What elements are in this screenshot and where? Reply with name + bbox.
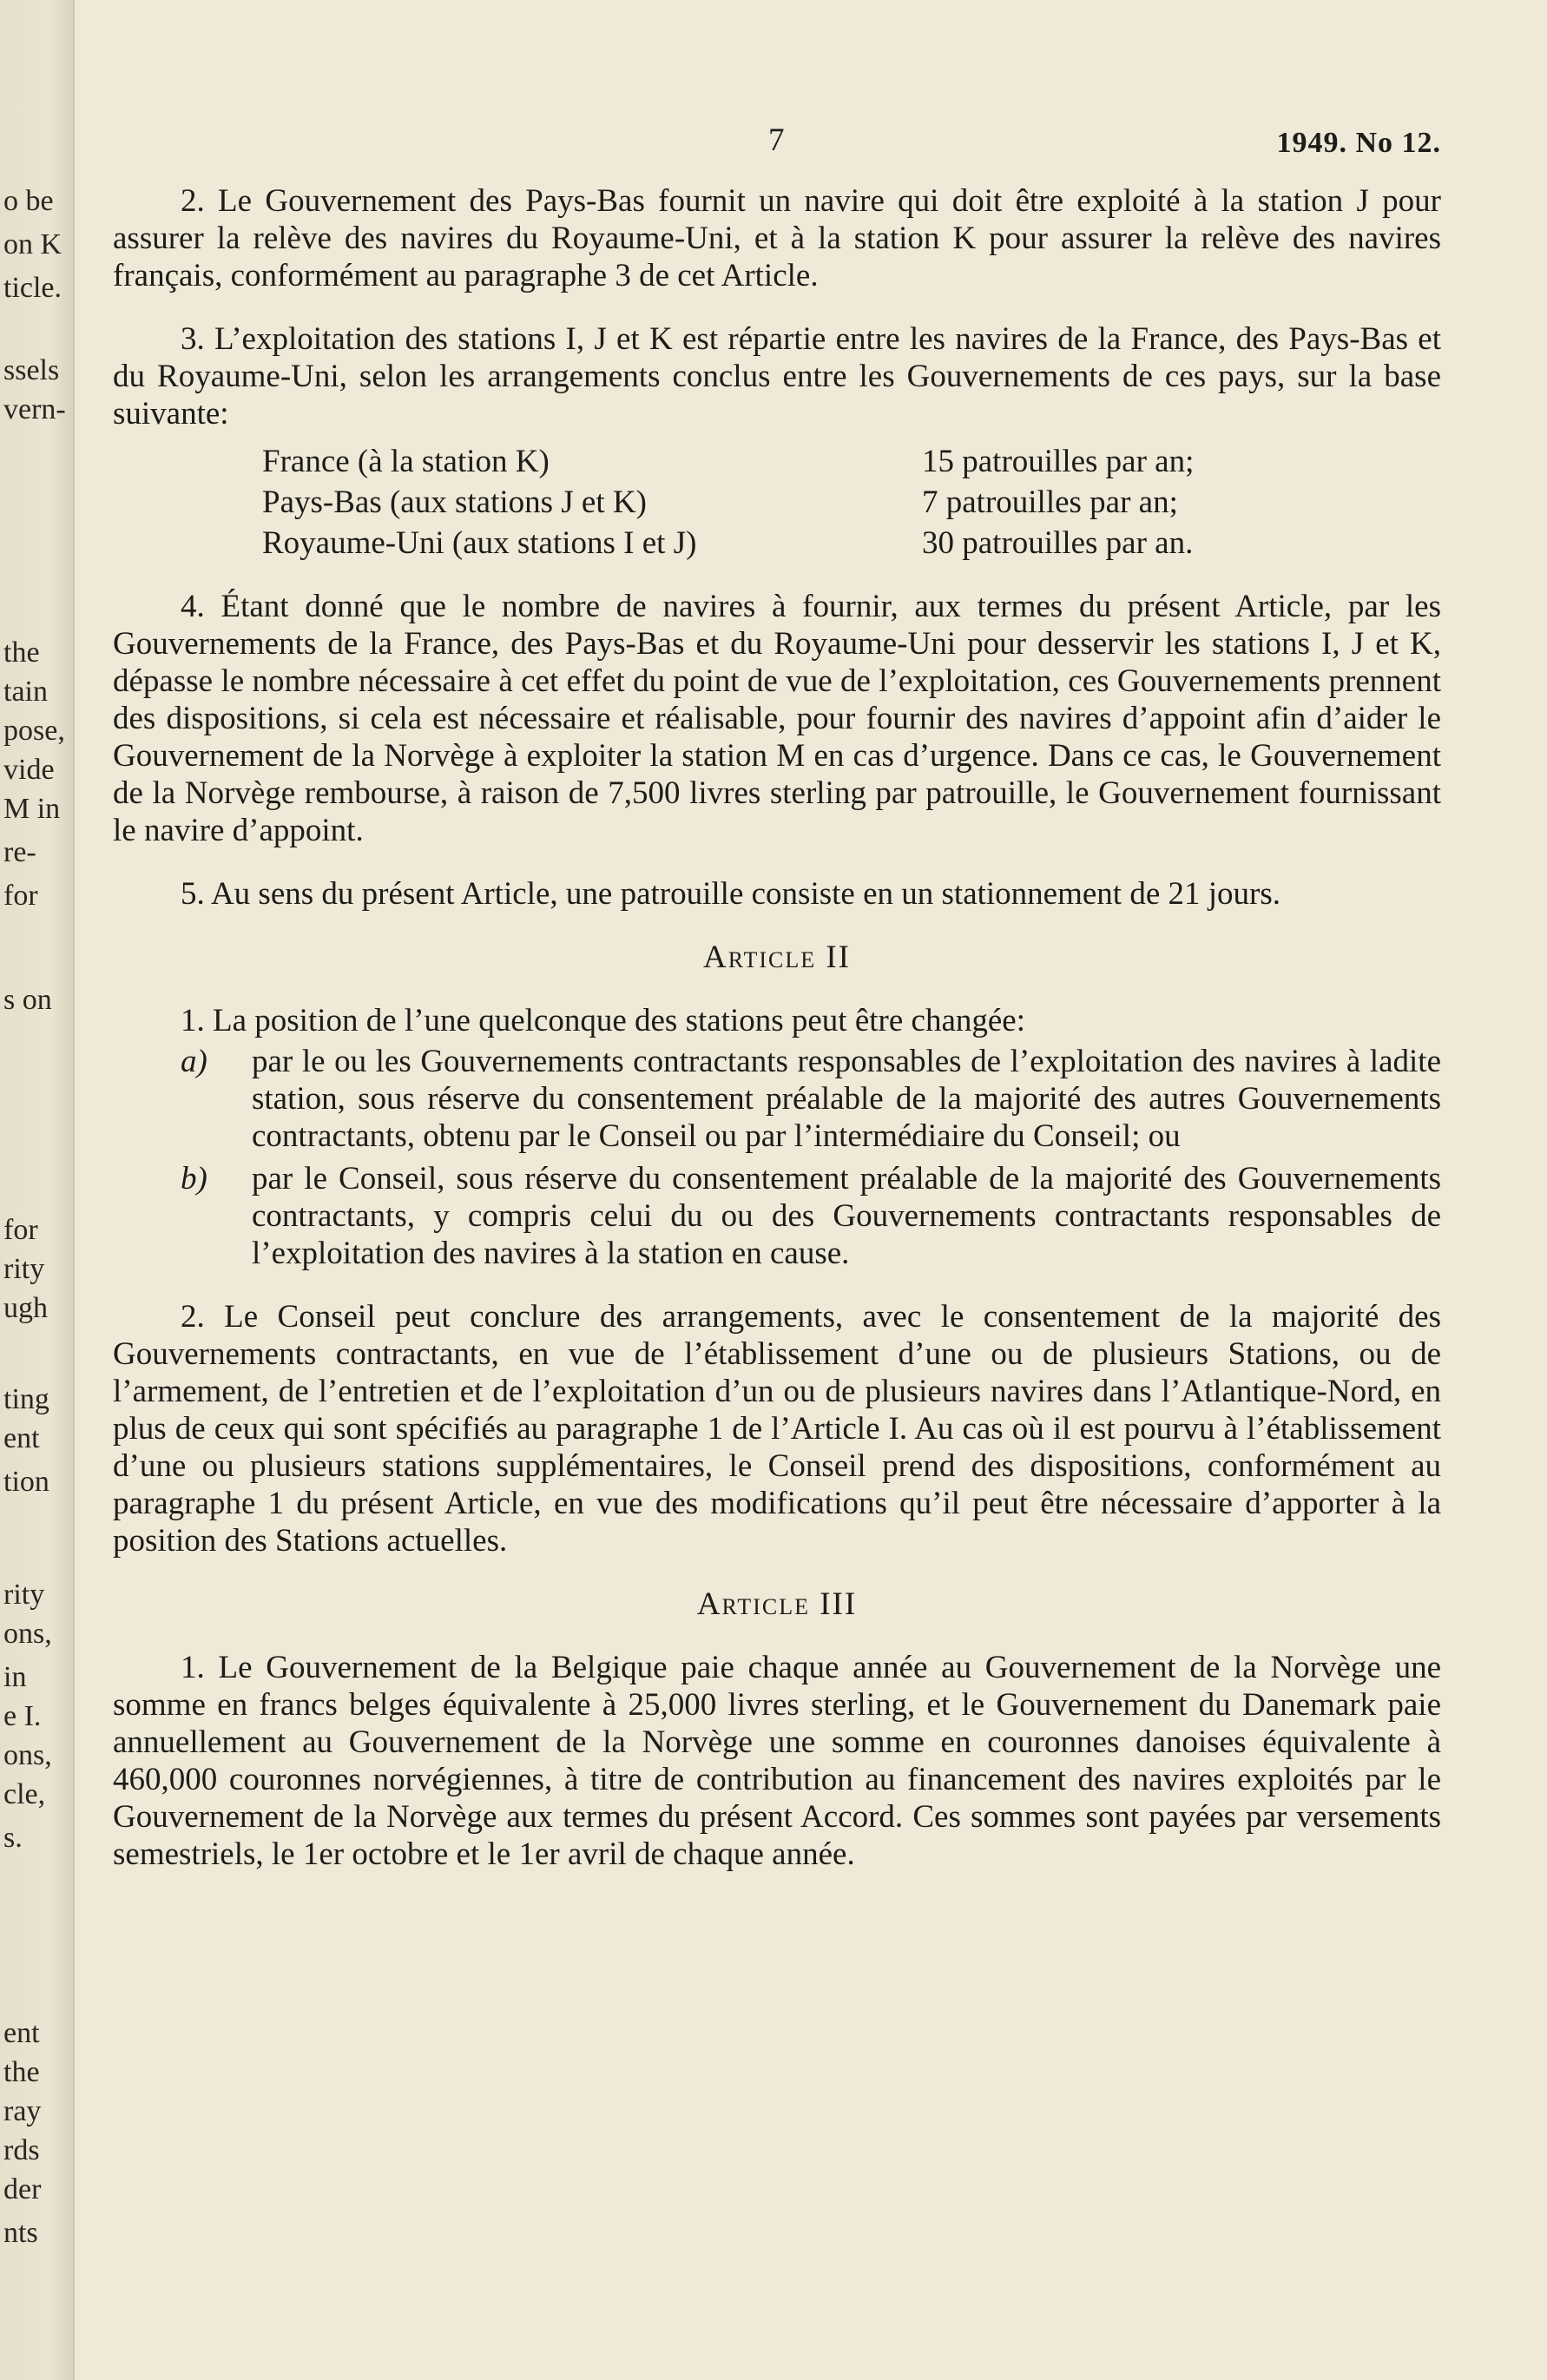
- margin-fragment: ssels: [3, 354, 60, 386]
- margin-fragment: rity: [3, 1579, 45, 1611]
- margin-fragment: rity: [3, 1253, 45, 1285]
- margin-fragment: re-: [3, 836, 36, 868]
- patrol-count: 7 patrouilles par an;: [922, 485, 1178, 520]
- margin-fragment: M in: [3, 793, 61, 825]
- article2-item-b: [181, 1160, 1441, 1272]
- patrol-station: France (à la station K): [262, 444, 550, 479]
- patrol-station: Royaume-Uni (aux stations I et J): [262, 525, 697, 561]
- margin-fragment: o be: [3, 185, 54, 217]
- margin-fragment: s.: [3, 1822, 23, 1854]
- margin-fragment: ray: [3, 2095, 42, 2127]
- margin-fragment: nts: [3, 2217, 38, 2249]
- margin-fragment: in: [3, 1661, 27, 1693]
- patrol-allocation-table: [262, 441, 1441, 564]
- article1-paragraph-2: 2. Le Gouvernement des Pays-Bas fournit un navire qui doit être exploité à la station J pour assurer la relève des navires du Royaume-Uni, et à la station K pour assurer la relève des navires français, conformément au paragraphe 3 de cet Article.: [113, 183, 1441, 293]
- article2-item-a: [181, 1043, 1441, 1155]
- margin-fragment: s on: [3, 984, 52, 1016]
- margin-fragment: vide: [3, 754, 55, 786]
- patrol-count: 15 patrouilles par an;: [922, 444, 1195, 479]
- adjacent-page-edge: [0, 0, 75, 2380]
- patrol-row: [262, 523, 1441, 564]
- patrol-row: [262, 482, 1441, 523]
- margin-fragment: for: [3, 880, 38, 912]
- article2-paragraph-1-lead: 1. La position de l’une quelconque des stations peut être changée:: [181, 1003, 1026, 1038]
- margin-fragment: the: [3, 636, 40, 669]
- item-text: par le Conseil, sous réserve du consentement préalable de la majorité des Gouvernements contractants, y compris celui du ou des Gouvernements contractants responsables de l’exploitation des navires à la station en cause.: [252, 1161, 1441, 1271]
- margin-fragment: tain: [3, 676, 48, 708]
- page-number: 7: [768, 122, 785, 158]
- patrol-count: 30 patrouilles par an.: [922, 525, 1194, 561]
- article3-heading: Article III: [696, 1586, 858, 1622]
- article2-paragraph-2: 2. Le Conseil peut conclure des arrangements, avec le consentement de la majorité des Gouvernements contractants, en vue de l’établissement d’une ou de plusieurs Stations, ou de l’armement, de l’entretien et de l’exploitation d’un ou de plusieurs navires dans l’Atlantique-Nord, en plus de ceux qui sont spécifiés au paragraphe 1 de l’Article I. Au cas où il est pourvu à l’établissement d’une ou plusieurs stations supplémentaires, le Conseil prend des dispositions, conformément au paragraphe 1 du présent Article, en vue des modifications qu’il peut être nécessaire d’apporter à la position des Stations actuelles.: [113, 1299, 1441, 1559]
- margin-fragment: pose,: [3, 715, 65, 747]
- item-letter: b): [181, 1161, 207, 1197]
- margin-fragment: cle,: [3, 1778, 46, 1810]
- margin-fragment: ons,: [3, 1739, 52, 1771]
- article2-heading: Article II: [702, 939, 852, 975]
- article1-paragraph-4: 4. Étant donné que le nombre de navires à fournir, aux termes du présent Article, par les Gouvernements de la France, des Pays-Bas et du Royaume-Uni pour desservir les stations I, J et K, dépasse le nombre nécessaire à cet effet du point de vue de l’exploitation, ces Gouvernements prennent des dispositions, si cela est nécessaire et réalisable, pour fournir des navires d’appoint afin d’aider le Gouvernement de la Norvège à exploiter la station M en cas d’urgence. Dans ce cas, le Gouvernement de la Norvège rembourse, à raison de 7,500 livres sterling par patrouille, le Gouvernement fournissant le navire d’appoint.: [113, 589, 1441, 848]
- article1-paragraph-5: 5. Au sens du présent Article, une patrouille consiste en un stationnement de 21 jours.: [181, 876, 1280, 912]
- document-reference: 1949. No 12.: [1276, 127, 1441, 159]
- patrol-station: Pays-Bas (aux stations J et K): [262, 485, 647, 520]
- margin-fragment: for: [3, 1214, 38, 1246]
- margin-fragment: ticle.: [3, 272, 63, 304]
- margin-fragment: the: [3, 2056, 40, 2088]
- item-letter: a): [181, 1044, 207, 1079]
- margin-fragment: e I.: [3, 1700, 42, 1732]
- margin-fragment: der: [3, 2173, 42, 2205]
- margin-fragment: ent: [3, 1422, 40, 1454]
- margin-fragment: tion: [3, 1466, 49, 1498]
- article3-paragraph-1: 1. Le Gouvernement de la Belgique paie chaque année au Gouvernement de la Norvège une somme en francs belges équivalente à 25,000 livres sterling, et le Gouvernement du Danemark paie annuellement au Gouvernement de la Norvège une somme en couronnes danoises équivalente à 460,000 couronnes norvégiennes, à titre de contribution au financement des navires exploités par le Gouvernement de la Norvège aux termes du présent Accord. Ces sommes sont payées par versements semestriels, le 1er octobre et le 1er avril de chaque année.: [113, 1650, 1441, 1872]
- margin-fragment: on K: [3, 228, 63, 260]
- margin-fragment: rds: [3, 2134, 40, 2166]
- margin-fragment: vern-: [3, 393, 66, 425]
- page-header: [113, 122, 1441, 182]
- item-text: par le ou les Gouvernements contractants responsables de l’exploitation des navires à ladite station, sous réserve du consentement préalable de la majorité des autres Gouvernements contractants, obtenu par le Conseil ou par l’intermédiaire du Conseil; ou: [252, 1044, 1441, 1154]
- document-page: [113, 122, 1441, 1899]
- article1-paragraph-3: 3. L’exploitation des stations I, J et K est répartie entre les navires de la France, des Pays-Bas et du Royaume-Uni, selon les arrangements conclus entre les Gouvernements de ces pays, sur la base suivante:: [113, 321, 1441, 432]
- margin-fragment: ons,: [3, 1618, 52, 1650]
- margin-fragment: ugh: [3, 1292, 48, 1324]
- margin-fragment: ent: [3, 2017, 40, 2049]
- margin-fragment: ting: [3, 1383, 49, 1415]
- patrol-row: [262, 441, 1441, 482]
